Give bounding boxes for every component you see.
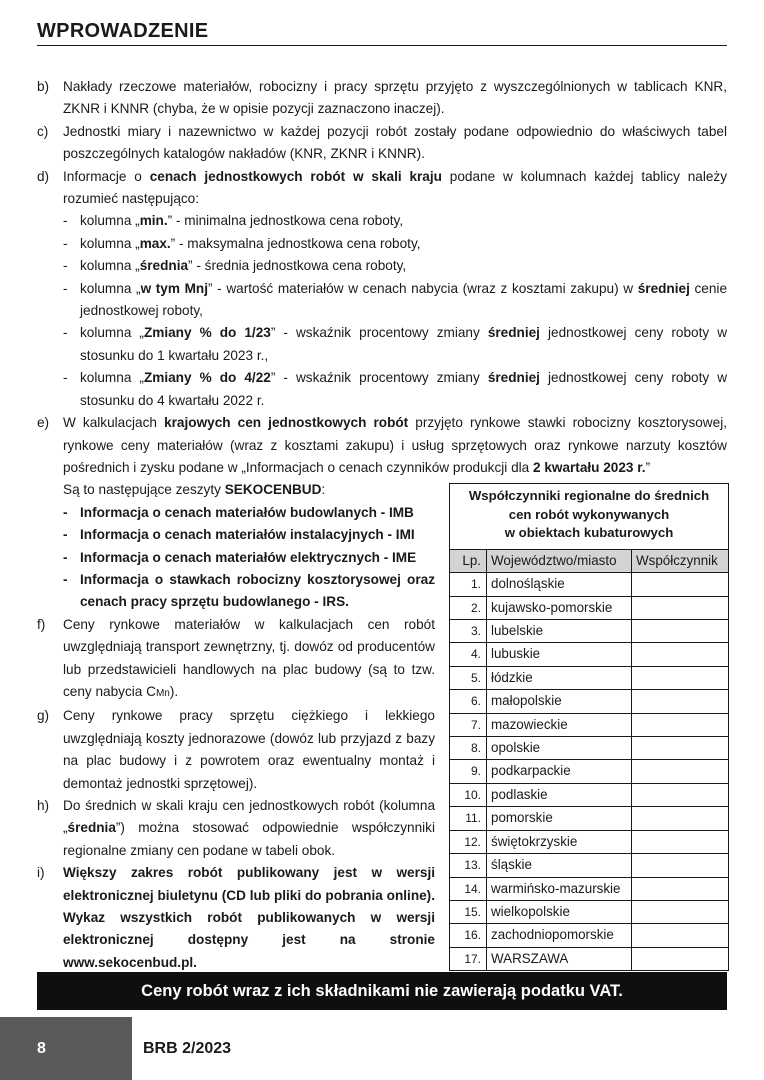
item-b	[37, 76, 727, 121]
table-cell	[632, 620, 729, 643]
table-cell	[632, 596, 729, 619]
table-cell: zachodniopomorskie	[487, 924, 632, 947]
table-cell: śląskie	[487, 854, 632, 877]
table-cell: 3.	[450, 620, 487, 643]
item-marker: d)	[37, 168, 50, 184]
column-def-mnj: - kolumna „w tym Mnj” - wartość materiałów w cenach nabycia (wraz z kosztami zakupu) w średniej cenie jednostkowej roboty,	[63, 280, 728, 319]
footer-block	[0, 1017, 132, 1080]
column-header: Województwo/miasto	[487, 549, 632, 572]
table-row	[450, 737, 728, 760]
table-row	[450, 643, 728, 666]
vat-banner: Ceny robót wraz z ich składnikami nie zawierają podatku VAT.	[37, 972, 727, 1010]
table-row	[450, 573, 728, 596]
table-cell: 9.	[450, 760, 487, 783]
table-cell: 2.	[450, 596, 487, 619]
table-cell	[632, 807, 729, 830]
table-cell: 12.	[450, 830, 487, 853]
issue-label: BRB 2/2023	[143, 1040, 232, 1057]
column-def-zmiany-4-22: - kolumna „Zmiany % do 4/22” - wskaźnik procentowy zmiany średniej jednostkowej ceny roboty w stosunku do 4 kwartału 2022 r.	[63, 370, 728, 408]
table-cell: opolskie	[487, 737, 632, 760]
column-def-zmiany-1-23: - kolumna „Zmiany % do 1/23” - wskaźnik procentowy zmiany średniej jednostkowej ceny roboty w stosunku do 1 kwartału 2023 r.,	[63, 325, 728, 363]
table-cell: podlaskie	[487, 783, 632, 806]
list-item: - Informacja o cenach materiałów elektrycznych - IME	[63, 549, 417, 565]
page-number: 8	[37, 1040, 46, 1057]
table-cell: małopolskie	[487, 690, 632, 713]
item-h	[37, 795, 435, 862]
regional-coefficients-table	[449, 483, 729, 971]
table-cell: lubuskie	[487, 643, 632, 666]
table-row	[450, 830, 728, 853]
column-def-srednia: - kolumna „średnia” - średnia jednostkowa cena roboty,	[63, 258, 407, 274]
table-cell: podkarpackie	[487, 760, 632, 783]
item-e	[37, 412, 727, 479]
item-text: W kalkulacjach krajowych cen jednostkowych robót przyjęto rynkowe stawki robocizny kosztorysowej, rynkowe ceny materiałów (wraz z kosztami zakupu) i usług sprzętowych oraz rynkowe narzuty kosztów pośrednich i zysku podane w „Informacjach o cenach czynników produkcji dla 2 kwartału 2023 r.”	[63, 415, 727, 475]
table-cell	[632, 900, 729, 923]
column-def-min: - kolumna „min.” - minimalna jednostkowa cena roboty,	[63, 213, 404, 229]
table-row	[450, 713, 728, 736]
table-row	[450, 854, 728, 877]
item-d	[37, 166, 727, 211]
main-content	[37, 76, 727, 999]
item-marker: h)	[37, 798, 50, 813]
table-row	[450, 783, 728, 806]
table-cell: 6.	[450, 690, 487, 713]
page-title: WPROWADZENIE	[37, 20, 727, 46]
item-text: Ceny rynkowe pracy sprzętu ciężkiego i lekkiego uwzględniają koszty jednorazowe (dowóz lub przyjazd z bazy na plac budowy i z powrotem oraz ewentualny montaż i demontaż jednostki sprzętowej).	[63, 708, 435, 791]
table-cell: 17.	[450, 947, 487, 970]
table-cell	[632, 947, 729, 970]
table-cell	[632, 713, 729, 736]
left-column	[37, 479, 435, 974]
table-cell: 15.	[450, 900, 487, 923]
table-row	[450, 760, 728, 783]
item-g	[37, 705, 435, 795]
table-cell	[632, 573, 729, 596]
table-cell: kujawsko-pomorskie	[487, 596, 632, 619]
table-cell: 11.	[450, 807, 487, 830]
table-cell	[632, 830, 729, 853]
table-cell: 16.	[450, 924, 487, 947]
table-caption: Współczynniki regionalne do średnich cen robót wykonywanych w obiektach kubaturowych	[468, 488, 710, 541]
item-c	[37, 121, 727, 166]
zeszyty-list	[63, 502, 435, 614]
item-marker: f)	[37, 616, 46, 632]
item-text: Informacje o cenach jednostkowych robót w skali kraju podane w kolumnach każdej tablicy należy rozumieć następująco:	[63, 168, 727, 207]
lower-section	[37, 479, 727, 999]
table-cell: 1.	[450, 573, 487, 596]
table-cell	[632, 783, 729, 806]
item-text: Nakłady rzeczowe materiałów, robocizny i pracy sprzętu przyjęto z wyszczególnionych w tablicach KNR, ZKNR i KNNR (chyba, że w opisie pozycji zaznaczono inaczej).	[63, 79, 727, 117]
table-cell: lubelskie	[487, 620, 632, 643]
table-row	[450, 666, 728, 689]
table-cell: łódzkie	[487, 666, 632, 689]
table-cell: 8.	[450, 737, 487, 760]
table-cell	[632, 924, 729, 947]
table	[450, 549, 728, 970]
table-cell: 10.	[450, 783, 487, 806]
table-cell	[632, 643, 729, 666]
item-text: Jednostki miary i nazewnictwo w każdej pozycji robót zostały podane odpowiednio do właściwych tabel poszczególnych katalogów nakładów (KNR, ZKNR i KNNR).	[63, 123, 727, 162]
table-cell	[632, 690, 729, 713]
table-row	[450, 900, 728, 923]
table-cell: 13.	[450, 854, 487, 877]
table-cell: wielkopolskie	[487, 900, 632, 923]
table-row	[450, 877, 728, 900]
item-marker: c)	[37, 123, 49, 139]
item-text: Do średnich w skali kraju cen jednostkowych robót (kolumna „średnia”) można stosować odpowiednie współczynniki regionalne zmiany cen podane w tabeli obok.	[63, 798, 435, 858]
list-item: - Informacja o cenach materiałów budowlanych - IMB	[63, 504, 414, 520]
table-row	[450, 620, 728, 643]
item-marker: i)	[37, 865, 45, 881]
table-row	[450, 596, 728, 619]
item-i	[37, 862, 435, 974]
column-def-max: - kolumna „max.” - maksymalna jednostkowa cena roboty,	[63, 235, 421, 251]
item-marker: b)	[37, 79, 50, 94]
item-text: Ceny rynkowe materiałów w kalkulacjach cen robót uwzględniają transport zewnętrzny, tj. dowóz od producentów lub przedstawicieli handlowych na plac budowy (są to tzw. ceny nabycia CMn).	[63, 616, 435, 699]
item-text: Większy zakres robót publikowany jest w wersji elektronicznej biuletynu (CD lub pliki do pobrania online). Wykaz wszystkich robót publikowanych w wersji elektronicznej dostępny jest na stronie www.sekocenbud.pl.	[63, 865, 435, 970]
table-cell	[632, 737, 729, 760]
table-cell: świętokrzyskie	[487, 830, 632, 853]
table-cell: 5.	[450, 666, 487, 689]
table-cell: 14.	[450, 877, 487, 900]
table-cell: 4.	[450, 643, 487, 666]
list-item: - Informacja o stawkach robocizny kosztorysowej oraz cenach pracy sprzętu budowlanego - IRS.	[63, 571, 435, 610]
table-header-row	[450, 549, 728, 572]
item-marker: g)	[37, 708, 50, 724]
table-row	[450, 807, 728, 830]
table-cell: 7.	[450, 713, 487, 736]
table-cell: WARSZAWA	[487, 947, 632, 970]
column-header: Lp.	[450, 549, 487, 572]
table-cell	[632, 760, 729, 783]
table-cell	[632, 666, 729, 689]
item-f	[37, 614, 435, 706]
table-row	[450, 690, 728, 713]
table-cell: mazowieckie	[487, 713, 632, 736]
table-cell	[632, 877, 729, 900]
table-cell: pomorskie	[487, 807, 632, 830]
table-cell	[632, 854, 729, 877]
table-cell: dolnośląskie	[487, 573, 632, 596]
item-marker: e)	[37, 415, 50, 431]
column-header: Współczynnik	[632, 549, 729, 572]
table-row	[450, 947, 728, 970]
table-row	[450, 924, 728, 947]
zeszyty-intro: Są to następujące zeszyty SEKOCENBUD:	[63, 482, 326, 498]
list-item: - Informacja o cenach materiałów instalacyjnych - IMI	[63, 527, 415, 543]
table-cell: warmińsko-mazurskie	[487, 877, 632, 900]
